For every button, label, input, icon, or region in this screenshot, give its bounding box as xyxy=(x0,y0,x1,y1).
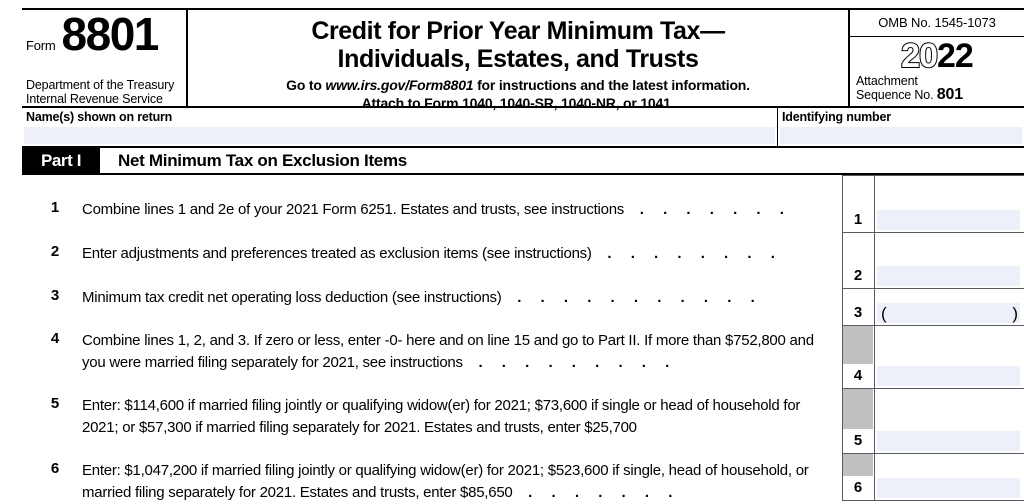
line-item-text: Enter: $114,600 if married filing jointly or qualifying widow(er) for 2021; $73,600 if single or head of household for 2021; or $57,300 if married filing separately for 2021. Estates and trusts, enter $25,700 xyxy=(82,397,801,436)
line-item-text: Combine lines 1 and 2e of your 2021 Form 6251. Estates and trusts, see instructions . . . . . . . xyxy=(82,201,792,218)
form-word-label: Form xyxy=(26,38,56,53)
part-1-tag: Part I xyxy=(22,148,100,173)
amount-input[interactable] xyxy=(877,266,1020,286)
part-1-header xyxy=(22,148,1024,175)
entry-line-number: 2 xyxy=(853,267,863,284)
irs-url-link[interactable]: www.irs.gov/Form8801 xyxy=(325,77,474,93)
line-item-number: 3 xyxy=(50,287,60,304)
line-item-number: 6 xyxy=(50,460,60,477)
dot-leader: . . . . . . . . . . . xyxy=(505,289,763,306)
goto-prefix: Go to xyxy=(286,77,326,93)
form-body xyxy=(22,175,1024,500)
amount-input[interactable] xyxy=(877,431,1020,451)
attachment-label: Attachment xyxy=(856,74,918,88)
omb-year-block xyxy=(848,10,1024,108)
negative-paren-close: ) xyxy=(1012,304,1018,323)
identifying-number-cell xyxy=(778,108,1024,146)
amount-input[interactable] xyxy=(877,366,1020,386)
agency-block xyxy=(26,78,174,106)
taxpayer-row xyxy=(22,108,1024,148)
row-divider xyxy=(842,388,1024,389)
form-title-line-2: Individuals, Estates, and Trusts xyxy=(337,45,699,73)
negative-paren-open: ( xyxy=(881,304,887,323)
line-number-column xyxy=(842,175,875,500)
form-identity-block xyxy=(22,10,188,108)
attach-to-text: Attach to Form 1040, 1040-SR, 1040-NR, or 1041. xyxy=(361,95,675,111)
form-number: 8801 xyxy=(61,8,158,60)
row-divider xyxy=(842,288,1024,289)
form-title-line-1: Credit for Prior Year Minimum Tax— xyxy=(311,17,725,45)
line-item-number: 5 xyxy=(50,395,60,412)
goto-instructions xyxy=(190,77,846,93)
entry-line-number: 5 xyxy=(853,432,863,449)
attachment-sequence-row xyxy=(856,88,1024,102)
line-item-number: 1 xyxy=(50,199,60,216)
goto-suffix: for instructions and the latest information. xyxy=(473,77,750,93)
entry-line-number: 3 xyxy=(853,304,863,321)
shaded-block xyxy=(843,325,873,364)
tax-year-block xyxy=(850,37,1024,108)
omb-number: OMB No. 1545-1073 xyxy=(850,10,1024,37)
row-divider xyxy=(842,500,1024,501)
name-label: Name(s) shown on return xyxy=(26,110,173,124)
line-item-text: Enter: $1,047,200 if married filing jointly or qualifying widow(er) for 2021; $523,600 if single, head of household, or married filing separately for 2021. Estates and trusts, enter $85,650 . . . . . . . xyxy=(82,462,809,501)
agency-line-1: Department of the Treasury xyxy=(26,78,175,92)
dot-leader: . . . . . . . . . xyxy=(466,354,677,371)
dot-leader: . . . . . . . xyxy=(628,201,792,218)
entry-line-number: 1 xyxy=(853,211,863,228)
line-items-column xyxy=(22,175,842,500)
agency-line-2: Internal Revenue Service xyxy=(26,92,163,106)
line-item-number: 2 xyxy=(50,243,60,260)
form-number-row xyxy=(26,8,158,60)
line-item-text: Enter adjustments and preferences treated as exclusion items (see instructions) . . . . . . . . xyxy=(82,245,783,262)
line-item-text: Minimum tax credit net operating loss deduction (see instructions) . . . . . . . . . . . xyxy=(82,289,763,306)
row-divider xyxy=(842,325,1024,326)
amount-input[interactable] xyxy=(877,478,1020,498)
amount-entry-column xyxy=(875,175,1024,500)
shaded-block xyxy=(843,453,873,476)
tax-year-century: 20 xyxy=(901,37,937,75)
shaded-block xyxy=(843,388,873,429)
form-title xyxy=(190,17,846,73)
row-divider-top xyxy=(842,175,1024,176)
identifying-number-input[interactable] xyxy=(780,127,1022,144)
attachment-sequence-block xyxy=(850,74,1024,102)
amount-input[interactable] xyxy=(877,303,1020,323)
part-1-title: Net Minimum Tax on Exclusion Items xyxy=(118,150,407,170)
dot-leader: . . . . . . . . xyxy=(595,245,783,262)
identifying-number-label: Identifying number xyxy=(782,110,891,124)
entry-line-number: 4 xyxy=(853,367,863,384)
form-title-block xyxy=(190,10,846,111)
row-divider xyxy=(842,232,1024,233)
sequence-no-label: Sequence No. xyxy=(856,88,934,102)
tax-year-suffix: 22 xyxy=(937,37,973,75)
line-item-number: 4 xyxy=(50,330,60,347)
attachment-sequence-number: 801 xyxy=(936,86,964,103)
amount-input[interactable] xyxy=(877,210,1020,230)
entry-line-number: 6 xyxy=(853,479,863,496)
tax-year xyxy=(850,38,1024,74)
row-divider xyxy=(842,453,1024,454)
dot-leader: . . . . . . . xyxy=(516,484,680,501)
line-item-text: Combine lines 1, 2, and 3. If zero or less, enter -0- here and on line 15 and go to Part II. If more than $752,800 and you were married filing separately for 2021, see instructions . . . . . . . . . xyxy=(82,332,814,371)
name-cell xyxy=(22,108,778,146)
form-header xyxy=(22,8,1024,111)
name-input[interactable] xyxy=(24,127,775,144)
